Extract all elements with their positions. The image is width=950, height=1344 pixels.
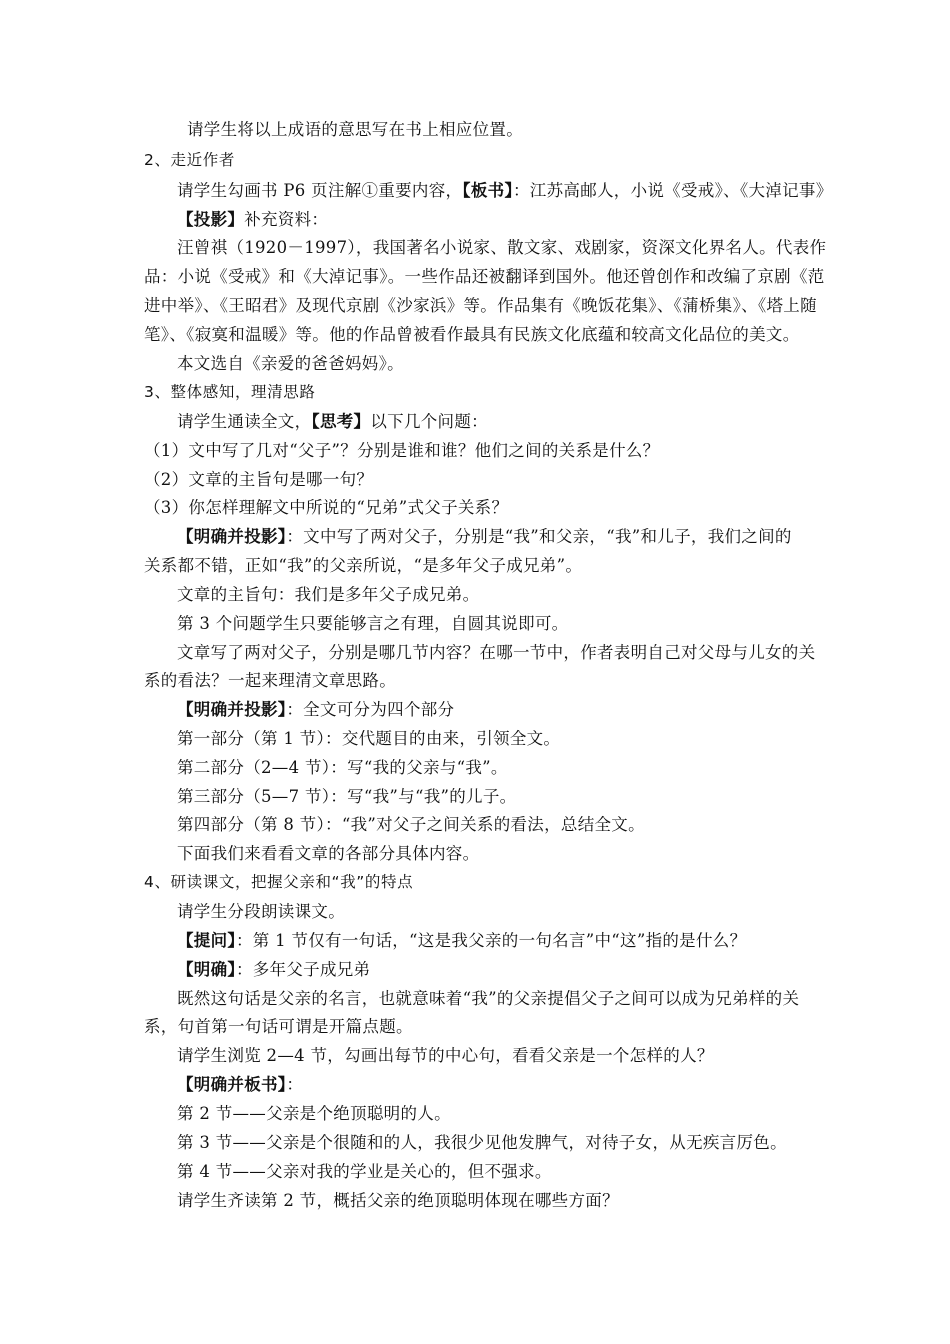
outline-item: 第 4 节——父亲对我的学业是关心的，但不强求。: [177, 1162, 552, 1181]
text-line: 请学生浏览 2—4 节，勾画出每节的中心句，看看父亲是一个怎样的人？: [177, 1046, 714, 1065]
text-line: 【明确并板书】：: [177, 1075, 304, 1094]
text-line: 笔》、《寂寞和温暖》等。他的作品曾被看作最具有民族文化底蕴和较高文化品位的美文。: [144, 325, 800, 344]
question-item: （3）你怎样理解文中所说的“兄弟”式父子关系？: [144, 498, 509, 517]
text-line: 品：小说《受戒》和《大淖记事》。一些作品还被翻译到国外。他还曾创作和改编了京剧《范: [144, 267, 825, 286]
text-line: 【投影】补充资料：: [177, 210, 329, 229]
text-line: 请学生将以上成语的意思写在书上相应位置。: [187, 120, 523, 139]
text-line: 本文选自《亲爱的爸爸妈妈》。: [177, 354, 404, 373]
text-line: 【明确并投影】：全文可分为四个部分: [177, 700, 455, 719]
text-line: 系的看法？一起来理清文章思路。: [144, 671, 396, 690]
question-item: （2）文章的主旨句是哪一句？: [144, 470, 374, 489]
text-line: 文章写了两对父子，分别是哪几节内容？在哪一节中，作者表明自己对父母与儿女的关: [177, 643, 816, 662]
text-line: 进中举》、《王昭君》及现代京剧《沙家浜》等。作品集有《晚饭花集》、《蒲桥集》、《塔上随: [144, 296, 817, 315]
section-heading: 4、研读课文，把握父亲和“我”的特点: [144, 873, 414, 891]
text-line: 【明确并投影】：文中写了两对父子，分别是“我”和父亲，“我”和儿子，我们之间的: [177, 527, 792, 546]
bold-tag: 【思考】: [311, 412, 371, 431]
text-line: 第 3 个问题学生只要能够言之有理，自圆其说即可。: [177, 614, 569, 633]
text-line: 系，句首第一句话可谓是开篇点题。: [144, 1017, 413, 1036]
section-heading: 3、整体感知，理清思路: [144, 383, 316, 401]
text-line: 请学生分段朗读课文。: [177, 902, 345, 921]
outline-item: 第 2 节——父亲是个绝顶聪明的人。: [177, 1104, 451, 1123]
outline-item: 第二部分（2—4 节）：写“我的父亲与“我”。: [177, 758, 508, 777]
question-item: （1）文中写了几对“父子”？分别是谁和谁？他们之间的关系是什么？: [144, 441, 660, 460]
outline-item: 第一部分（第 1 节）：交代题目的由来，引领全文。: [177, 729, 561, 748]
bold-tag: 【板书】: [462, 181, 513, 200]
section-heading: 2、走近作者: [144, 151, 235, 169]
text-line: 汪曾祺（1920－1997），我国著名小说家、散文家、戏剧家，资深文化界名人。代表作: [177, 238, 827, 257]
text-line: 请学生齐读第 2 节，概括父亲的绝顶聪明体现在哪些方面？: [177, 1191, 619, 1210]
bold-tag: 【提问】: [177, 931, 236, 950]
text-line: 请学生通读全文，【思考】以下几个问题：: [177, 412, 488, 431]
text-line: 【提问】：第 1 节仅有一句话，“这是我父亲的一句名言”中“这”指的是什么？: [177, 931, 747, 950]
text-line: 关系都不错，正如“我”的父亲所说，“是多年父子成兄弟”。: [144, 556, 583, 575]
outline-item: 第四部分（第 8 节）：“我”对父子之间关系的看法，总结全文。: [177, 815, 645, 834]
bold-tag: 【明确并投影】: [177, 527, 287, 546]
bold-tag: 【投影】: [177, 210, 245, 229]
text-line: 请学生勾画书 P6 页注解①重要内容，【板书】：江苏高邮人，小说《受戒》、《大淖记事》: [177, 181, 833, 200]
text-line: 文章的主旨句：我们是多年父子成兄弟。: [177, 585, 480, 604]
outline-item: 第三部分（5—7 节）：写“我”与“我”的儿子。: [177, 787, 517, 806]
bold-tag: 【明确】: [177, 960, 236, 979]
bold-tag: 【明确并板书】: [177, 1075, 287, 1094]
text-line: 下面我们来看看文章的各部分具体内容。: [177, 844, 480, 863]
bold-tag: 【明确并投影】: [177, 700, 287, 719]
text-line: 【明确】：多年父子成兄弟: [177, 960, 371, 979]
text-line: 既然这句话是父亲的名言，也就意味着“我”的父亲提倡父子之间可以成为兄弟样的关: [177, 989, 800, 1008]
outline-item: 第 3 节——父亲是个很随和的人，我很少见他发脾气，对待子女，从无疾言厉色。: [177, 1133, 787, 1152]
